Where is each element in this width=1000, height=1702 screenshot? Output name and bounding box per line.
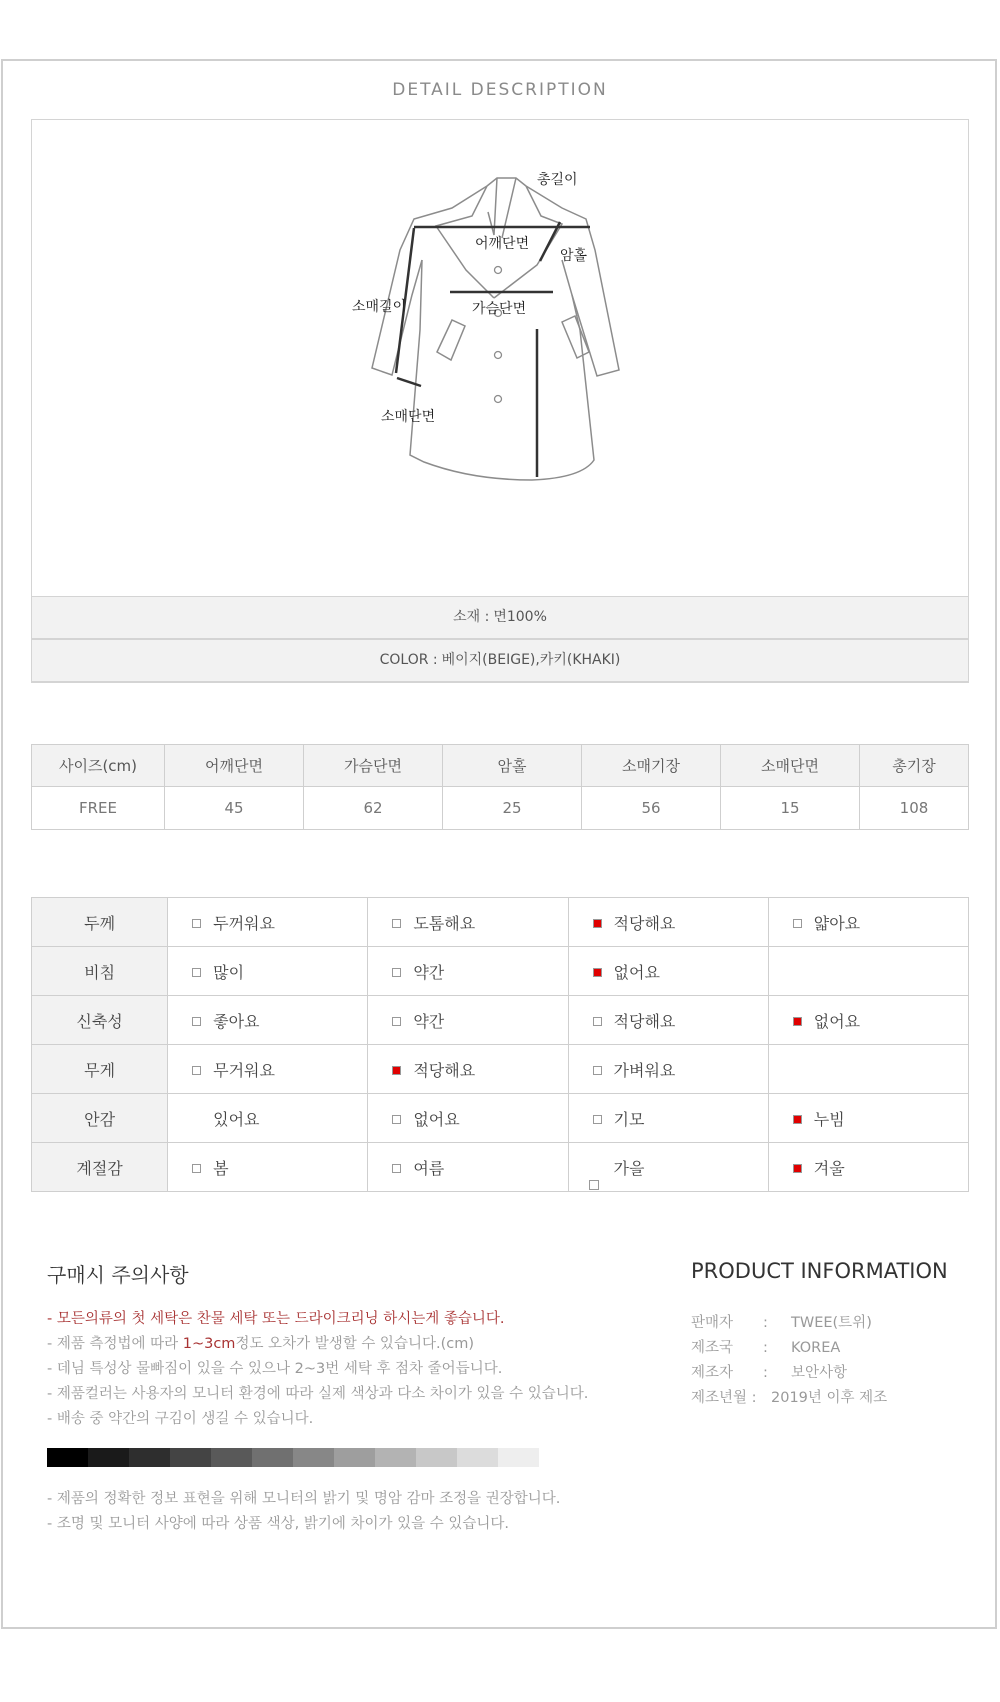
product-info-value: 2019년 이후 제조: [771, 1390, 888, 1406]
feel-option-label: 여름: [413, 1158, 445, 1178]
detail-title: DETAIL DESCRIPTION: [392, 80, 608, 100]
feel-category: 신축성: [32, 996, 168, 1045]
feel-option-label: 적당해요: [413, 1060, 476, 1080]
feel-option-cell[interactable]: [768, 898, 968, 947]
monitor-notice-item: - 조명 및 모니터 사양에 따라 상품 색상, 밝기에 차이가 있을 수 있습니다.: [47, 1516, 509, 1532]
feel-option-label: 많이: [213, 962, 245, 982]
size-header-cell: 어깨단면: [165, 745, 304, 787]
feel-option-cell: [768, 947, 968, 996]
gray-swatch: [47, 1448, 88, 1467]
notice-item-wash: - 모든의류의 첫 세탁은 찬물 세탁 또는 드라이크리닝 하시는게 좋습니다.: [47, 1311, 505, 1327]
feel-category: 안감: [32, 1094, 168, 1143]
feel-option-cell[interactable]: [168, 1143, 368, 1192]
label-sleeve-length: 소매길이: [352, 299, 407, 315]
product-info-row: [691, 1311, 887, 1336]
feel-option-label: 봄: [213, 1158, 229, 1178]
size-header-cell: 총기장: [860, 745, 969, 787]
notice-item-color: - 제품컬러는 사용자의 모니터 환경에 따라 실제 색상과 다소 차이가 있을 수 있습니다.: [47, 1386, 589, 1402]
checkbox[interactable]: [392, 1164, 401, 1173]
feel-option-label: 누빔: [813, 1109, 845, 1129]
checkbox[interactable]: [593, 1115, 602, 1124]
coat-buttons: [495, 267, 502, 403]
feel-option-cell[interactable]: [168, 1094, 368, 1143]
material-value: 면100%: [493, 609, 547, 625]
product-info-key: 판매자: [691, 1315, 734, 1331]
material-row: [31, 596, 969, 639]
feel-option-label: 없어요: [613, 962, 660, 982]
feel-option-label: 없어요: [813, 1011, 861, 1031]
notice-title: 구매시 주의사항: [47, 1263, 189, 1287]
product-info-key: 제조년월 :: [691, 1390, 757, 1406]
product-info-row: [691, 1386, 887, 1411]
sleeve-width-line: [397, 378, 421, 386]
feel-option-cell[interactable]: [368, 1143, 568, 1192]
feel-option-label: 약간: [413, 1011, 445, 1031]
size-cell: 108: [860, 787, 969, 830]
checkbox[interactable]: [793, 919, 802, 928]
feel-option-cell[interactable]: [168, 1045, 368, 1094]
feel-option-label: 도톰해요: [413, 913, 476, 933]
checkbox[interactable]: [192, 1066, 201, 1075]
gray-swatch: [375, 1448, 416, 1467]
size-cell: 25: [443, 787, 582, 830]
checkbox-checked[interactable]: [593, 919, 602, 928]
measure-suffix: 정도 오차가 발생할 수 있습니다.(cm): [235, 1336, 474, 1352]
feel-option-cell[interactable]: [368, 947, 568, 996]
product-info-list: [691, 1311, 887, 1411]
color-value: 베이지(BEIGE),카키(KHAKI): [441, 652, 621, 668]
gray-swatch: [416, 1448, 457, 1467]
feel-option-cell[interactable]: [568, 1094, 768, 1143]
monitor-notice-item: - 제품의 정확한 정보 표현을 위해 모니터의 밝기 및 명암 감마 조정을 권장합니다.: [47, 1491, 561, 1507]
feel-category: 두께: [32, 898, 168, 947]
product-info-sep: :: [763, 1315, 768, 1331]
checkbox[interactable]: [192, 968, 201, 977]
size-cell: 15: [721, 787, 860, 830]
feel-option-cell[interactable]: [568, 996, 768, 1045]
checkbox-autumn-stray[interactable]: [589, 1180, 599, 1190]
feel-option-label: 약간: [413, 962, 445, 982]
checkbox-checked[interactable]: [793, 1164, 802, 1173]
notice-list: [47, 1307, 588, 1432]
feel-option-cell[interactable]: [368, 1094, 568, 1143]
feel-option-label: 적당해요: [613, 913, 676, 933]
checkbox[interactable]: [192, 919, 201, 928]
size-header-cell: 사이즈(cm): [32, 745, 165, 787]
feel-row: [32, 1094, 969, 1143]
feel-row: [32, 1143, 969, 1192]
checkbox[interactable]: [192, 1017, 201, 1026]
feel-option-cell[interactable]: [168, 996, 368, 1045]
feel-option-label: 가벼워요: [613, 1060, 676, 1080]
feel-option-label: 적당해요: [613, 1011, 676, 1031]
feel-option-cell: [768, 1045, 968, 1094]
label-shoulder: 어깨단면: [475, 236, 530, 252]
feel-option-label: 무거워요: [213, 1060, 275, 1080]
feel-option-cell[interactable]: [568, 947, 768, 996]
fabric-feel-table: [31, 897, 969, 1192]
feel-category: 비침: [32, 947, 168, 996]
gray-swatch: [293, 1448, 334, 1467]
monitor-gray-scale-bar: [47, 1448, 539, 1467]
feel-category: 계절감: [32, 1143, 168, 1192]
checkbox[interactable]: [593, 1017, 602, 1026]
feel-option-cell[interactable]: [368, 1045, 568, 1094]
color-label: COLOR :: [379, 652, 438, 668]
feel-option-label: 기모: [613, 1109, 645, 1129]
size-table-header: [32, 745, 969, 787]
feel-row: [32, 996, 969, 1045]
checkbox[interactable]: [392, 1017, 401, 1026]
feel-option-label: 없어요: [413, 1109, 460, 1129]
size-table: [31, 744, 969, 830]
size-header-cell: 소매단면: [721, 745, 860, 787]
measure-highlight: 1~3cm: [182, 1336, 236, 1352]
feel-option-cell[interactable]: [368, 898, 568, 947]
feel-option-label: 좋아요: [213, 1011, 260, 1031]
feel-option-cell[interactable]: [768, 996, 968, 1045]
gray-swatch: [334, 1448, 375, 1467]
notice-item-measure: [47, 1332, 588, 1357]
feel-option-cell[interactable]: [168, 947, 368, 996]
product-info-key: 제조국: [691, 1340, 734, 1356]
feel-option-cell[interactable]: [568, 1045, 768, 1094]
gray-swatch: [88, 1448, 129, 1467]
checkbox-checked[interactable]: [392, 1066, 401, 1075]
feel-option-cell[interactable]: [368, 996, 568, 1045]
checkbox[interactable]: [392, 1115, 401, 1124]
product-info-value: KOREA: [791, 1340, 841, 1356]
notice-item-denim: - 데님 특성상 물빠짐이 있을 수 있으나 2~3번 세탁 후 점차 줄어듭니다.: [47, 1361, 503, 1377]
product-info-value: 보안사항: [791, 1365, 848, 1381]
size-table-row: [32, 787, 969, 830]
monitor-notice-list: [47, 1487, 560, 1537]
product-info-row: [691, 1336, 887, 1361]
product-info-sep: :: [763, 1365, 768, 1381]
material-label: 소재 :: [453, 609, 490, 625]
checkbox[interactable]: [593, 1066, 602, 1075]
feel-option-cell[interactable]: [568, 898, 768, 947]
checkbox[interactable]: [593, 1164, 602, 1173]
product-info-row: [691, 1361, 887, 1386]
label-sleeve-width: 소매단면: [381, 409, 436, 425]
feel-option-label: 있어요: [213, 1109, 260, 1129]
feel-option-cell[interactable]: [168, 898, 368, 947]
checkbox[interactable]: [192, 1164, 201, 1173]
feel-option-label: 두꺼워요: [213, 913, 275, 933]
checkbox-checked[interactable]: [793, 1017, 802, 1026]
checkbox[interactable]: [392, 919, 401, 928]
measure-prefix: - 제품 측정법에 따라: [47, 1336, 183, 1352]
product-info-key: 제조자: [691, 1365, 734, 1381]
checkbox-checked[interactable]: [793, 1115, 802, 1124]
gray-swatch: [457, 1448, 498, 1467]
feel-category: 무게: [32, 1045, 168, 1094]
size-header-cell: 암홀: [443, 745, 582, 787]
feel-row: [32, 898, 969, 947]
checkbox[interactable]: [192, 1115, 201, 1124]
color-row: [31, 639, 969, 682]
checkbox-checked[interactable]: [593, 968, 602, 977]
size-cell: 45: [165, 787, 304, 830]
feel-option-label: 가을: [613, 1158, 645, 1178]
feel-option-label: 얇아요: [813, 913, 861, 933]
gray-swatch: [498, 1448, 539, 1467]
product-info-sep: :: [763, 1340, 768, 1356]
gray-swatch: [252, 1448, 293, 1467]
gray-swatch: [211, 1448, 252, 1467]
product-info-title: PRODUCT INFORMATION: [691, 1259, 948, 1283]
checkbox[interactable]: [392, 968, 401, 977]
size-cell: 62: [304, 787, 443, 830]
label-total-length: 총길이: [537, 172, 578, 188]
feel-option-cell[interactable]: [768, 1143, 968, 1192]
label-armhole: 암홀: [560, 248, 588, 264]
size-header-cell: 가슴단면: [304, 745, 443, 787]
feel-option-label: 겨울: [813, 1158, 845, 1178]
size-cell: FREE: [32, 787, 165, 830]
size-cell: 56: [582, 787, 721, 830]
notice-item-shipping: - 배송 중 약간의 구김이 생길 수 있습니다.: [47, 1411, 314, 1427]
feel-option-cell[interactable]: [768, 1094, 968, 1143]
size-header-cell: 소매기장: [582, 745, 721, 787]
feel-row: [32, 947, 969, 996]
product-info-value: TWEE(트위): [791, 1315, 872, 1331]
feel-row: [32, 1045, 969, 1094]
gray-swatch: [129, 1448, 170, 1467]
gray-swatch: [170, 1448, 211, 1467]
coat-outline: [372, 178, 619, 480]
label-chest: 가슴단면: [472, 301, 527, 317]
